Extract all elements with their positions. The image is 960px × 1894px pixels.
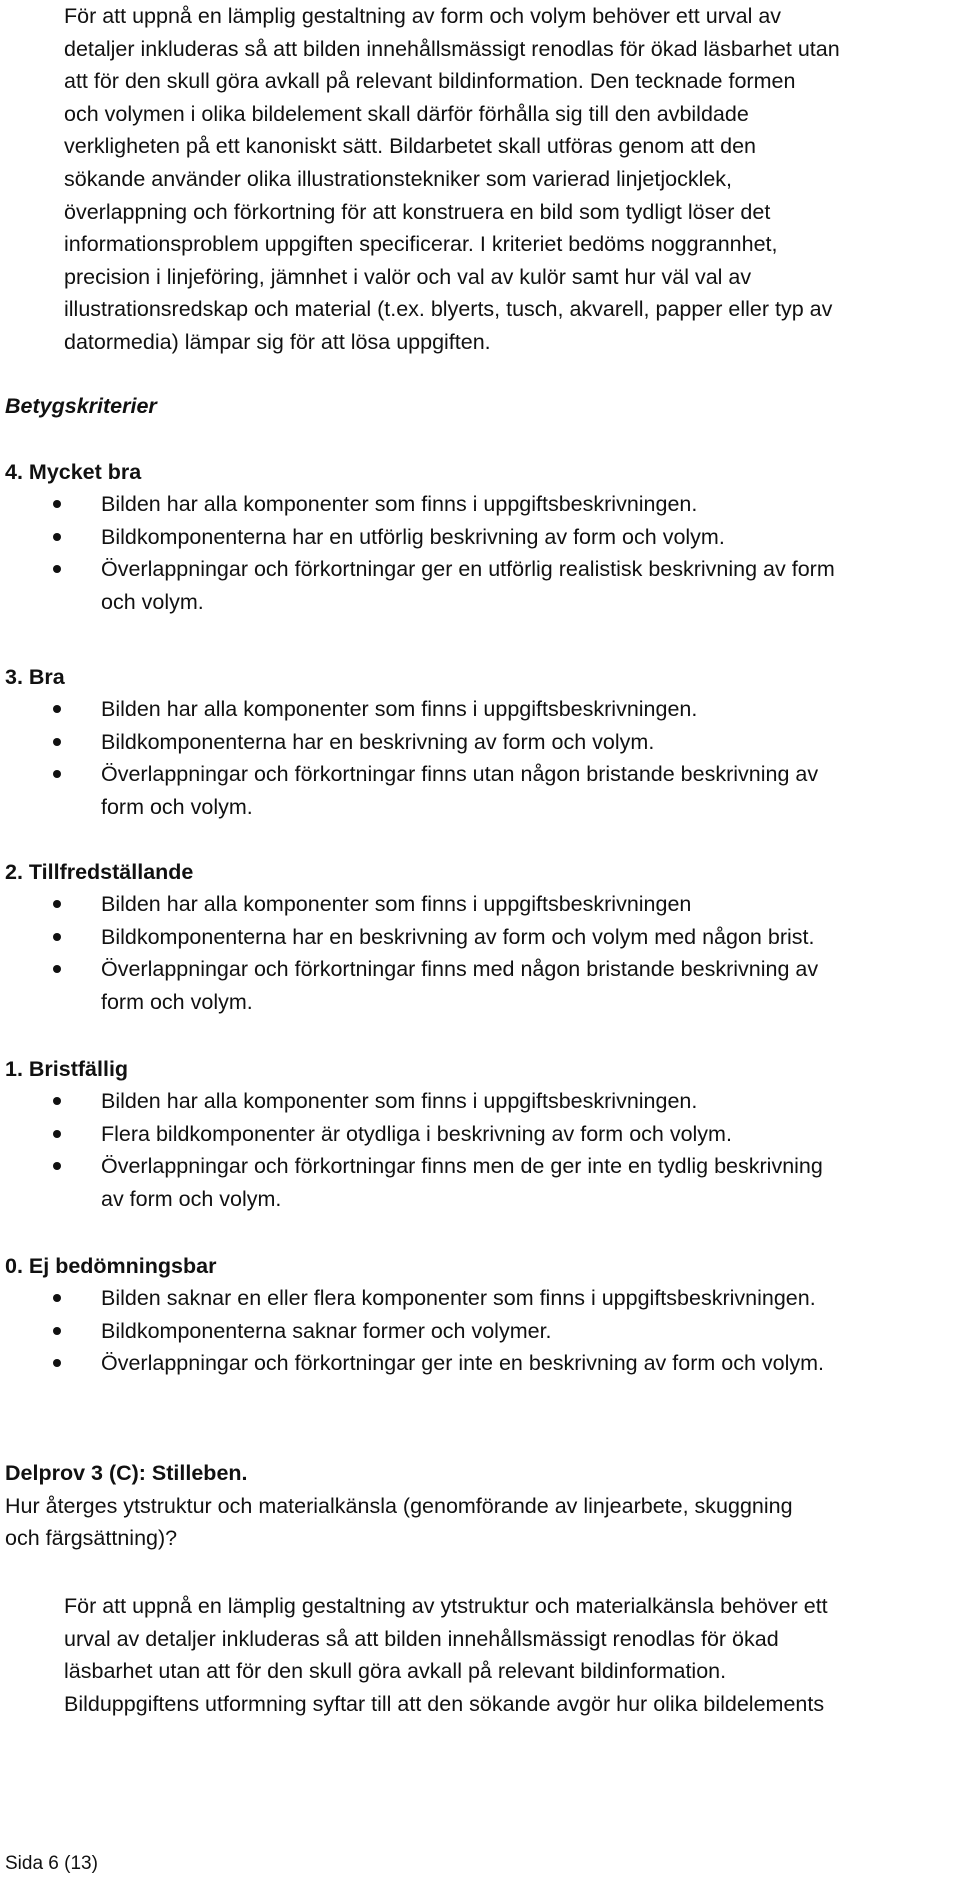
delprov-title: Delprov 3 (C): Stilleben. bbox=[5, 1461, 248, 1485]
intro-line: För att uppnå en lämplig gestaltning av form och volym behöver ett urval av bbox=[64, 4, 782, 28]
list-item-text: Bilden har alla komponenter som finns i uppgiftsbeskrivningen. bbox=[101, 492, 698, 516]
grade-label: 3. Bra bbox=[5, 665, 65, 689]
list-item bbox=[5, 726, 950, 759]
intro-line: detaljer inkluderas så att bilden innehållsmässigt renodlas för ökad läsbarhet utan bbox=[64, 36, 840, 61]
list-item-text: form och volym. bbox=[101, 989, 253, 1014]
list-item bbox=[5, 953, 950, 1018]
list-item-text: Bilden har alla komponenter som finns i uppgiftsbeskrivningen bbox=[101, 892, 692, 916]
bullet-icon bbox=[53, 965, 61, 973]
list-item bbox=[5, 1085, 950, 1118]
list-item bbox=[5, 1347, 950, 1380]
list-item bbox=[5, 521, 950, 554]
list-item-text: Bildkomponenterna har en beskrivning av form och volym med någon brist. bbox=[101, 924, 815, 949]
grade-section-2 bbox=[5, 856, 950, 1018]
grade-section-4 bbox=[5, 456, 950, 618]
page-number: Sida 6 (13) bbox=[5, 1853, 98, 1874]
criteria-list bbox=[5, 488, 950, 618]
list-item-text: Överlappningar och förkortningar ger en utförlig realistisk beskrivning av form bbox=[101, 557, 835, 582]
list-item-text: av form och volym. bbox=[101, 1186, 282, 1211]
intro-line: verkligheten på ett kanoniskt sätt. Bildarbetet skall utföras genom att den bbox=[64, 134, 756, 159]
paragraph-line: läsbarhet utan att för den skull göra avkall på relevant bildinformation. bbox=[64, 1659, 727, 1684]
intro-line: precision i linjeföring, jämnhet i valör och val av kulör samt hur väl val av bbox=[64, 264, 752, 289]
list-item-text: Bilden har alla komponenter som finns i uppgiftsbeskrivningen. bbox=[101, 1089, 698, 1113]
list-item bbox=[5, 488, 950, 521]
second-paragraph bbox=[64, 1590, 950, 1720]
list-item bbox=[5, 921, 950, 954]
bullet-icon bbox=[53, 1097, 61, 1105]
bullet-icon bbox=[53, 770, 61, 778]
grade-label: 4. Mycket bra bbox=[5, 460, 142, 484]
bullet-icon bbox=[53, 500, 61, 508]
list-item-text: och volym. bbox=[101, 589, 204, 614]
intro-line: överlappning och förkortning för att konstruera en bild som tydligt löser det bbox=[64, 199, 771, 224]
list-item bbox=[5, 1282, 950, 1315]
intro-line: datormedia) lämpar sig för att lösa uppgiften. bbox=[64, 329, 491, 354]
bullet-icon bbox=[53, 1130, 61, 1138]
bullet-icon bbox=[53, 1327, 61, 1335]
delprov-question-line: och färgsättning)? bbox=[5, 1526, 178, 1551]
list-item-text: form och volym. bbox=[101, 794, 253, 819]
list-item-text: Bilden saknar en eller flera komponenter som finns i uppgiftsbeskrivningen. bbox=[101, 1286, 816, 1310]
intro-paragraph bbox=[64, 0, 950, 359]
list-item-text: Flera bildkomponenter är otydliga i beskrivning av form och volym. bbox=[101, 1121, 732, 1146]
criteria-list bbox=[5, 888, 950, 1018]
grade-section-3 bbox=[5, 661, 950, 823]
list-item bbox=[5, 553, 950, 618]
list-item-text: Bildkomponenterna saknar former och volymer. bbox=[101, 1318, 552, 1343]
list-item bbox=[5, 1315, 950, 1348]
grade-section-0 bbox=[5, 1250, 950, 1380]
list-item bbox=[5, 1150, 950, 1215]
paragraph-line: För att uppnå en lämplig gestaltning av ytstruktur och materialkänsla behöver ett bbox=[64, 1594, 828, 1618]
paragraph-line: urval av detaljer inkluderas så att bilden innehållsmässigt renodlas för ökad bbox=[64, 1626, 779, 1651]
bullet-icon bbox=[53, 933, 61, 941]
bullet-icon bbox=[53, 565, 61, 573]
grade-label: 0. Ej bedömningsbar bbox=[5, 1254, 217, 1278]
list-item-text: Bildkomponenterna har en utförlig beskrivning av form och volym. bbox=[101, 524, 725, 549]
list-item-text: Överlappningar och förkortningar finns men de ger inte en tydlig beskrivning bbox=[101, 1154, 823, 1179]
list-item-text: Bilden har alla komponenter som finns i uppgiftsbeskrivningen. bbox=[101, 697, 698, 721]
bullet-icon bbox=[53, 900, 61, 908]
criteria-list bbox=[5, 1085, 950, 1215]
intro-line: informationsproblem uppgiften specificerar. I kriteriet bedöms noggrannhet, bbox=[64, 232, 778, 257]
grade-section-1 bbox=[5, 1053, 950, 1215]
bullet-icon bbox=[53, 705, 61, 713]
list-item-text: Överlappningar och förkortningar ger inte en beskrivning av form och volym. bbox=[101, 1351, 824, 1376]
bullet-icon bbox=[53, 1294, 61, 1302]
list-item bbox=[5, 758, 950, 823]
list-item bbox=[5, 888, 950, 921]
bullet-icon bbox=[53, 1162, 61, 1170]
criteria-list bbox=[5, 1282, 950, 1380]
intro-line: och volymen i olika bildelement skall därför förhålla sig till den avbildade bbox=[64, 101, 749, 126]
paragraph-line: Bilduppgiftens utformning syftar till att den sökande avgör hur olika bildelements bbox=[64, 1691, 825, 1716]
list-item-text: Bildkomponenterna har en beskrivning av form och volym. bbox=[101, 729, 655, 754]
criteria-list bbox=[5, 693, 950, 823]
list-item-text: Överlappningar och förkortningar finns med någon bristande beskrivning av bbox=[101, 957, 819, 982]
grade-label: 2. Tillfredställande bbox=[5, 860, 194, 884]
intro-line: att för den skull göra avkall på relevant bildinformation. Den tecknade formen bbox=[64, 69, 796, 94]
grade-label: 1. Bristfällig bbox=[5, 1057, 129, 1081]
list-item bbox=[5, 693, 950, 726]
delprov-question-line: Hur återges ytstruktur och materialkänsla (genomförande av linjearbete, skuggning bbox=[5, 1493, 793, 1518]
list-item-text: Överlappningar och förkortningar finns utan någon bristande beskrivning av bbox=[101, 762, 819, 787]
bullet-icon bbox=[53, 738, 61, 746]
bullet-icon bbox=[53, 1359, 61, 1367]
list-item bbox=[5, 1118, 950, 1151]
criteria-heading: Betygskriterier bbox=[5, 394, 157, 418]
intro-line: illustrationsredskap och material (t.ex. blyerts, tusch, akvarell, papper eller typ av bbox=[64, 297, 833, 322]
intro-line: sökande använder olika illustrationstekniker som varierad linjetjocklek, bbox=[64, 166, 733, 191]
bullet-icon bbox=[53, 533, 61, 541]
delprov-section bbox=[5, 1457, 950, 1555]
